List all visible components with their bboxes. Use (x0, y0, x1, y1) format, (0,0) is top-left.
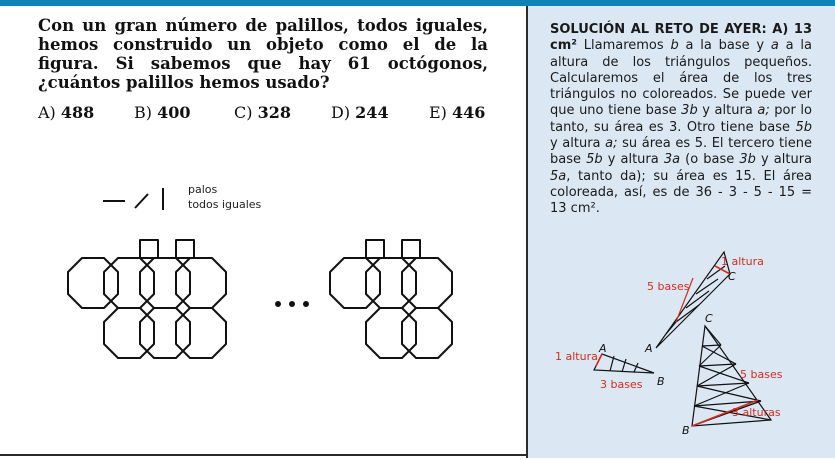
var-3a: 3a (663, 152, 681, 168)
option-d: D) 244 (331, 103, 389, 122)
solution-text-1: Llamaremos (583, 38, 671, 54)
label-1-altura-2: 1 altura (555, 350, 598, 363)
label-a: A (645, 342, 653, 355)
option-b: B) 400 (134, 103, 191, 122)
sliver-triangle (656, 252, 730, 348)
solution-text-2: a la base y (678, 38, 771, 54)
sticks-icon (103, 184, 173, 214)
solution-text-5: por lo tanto, su área es 3. Otro tiene base (550, 103, 812, 135)
solution-text-9: (o base (680, 152, 740, 168)
var-a-2: a; (757, 103, 770, 119)
var-a: a (770, 38, 779, 54)
solution-text-6: y altura (550, 136, 606, 152)
bottom-rule (0, 454, 526, 456)
triangles-figure (526, 248, 835, 448)
var-a-3: a; (605, 136, 618, 152)
label-b-2: B (682, 424, 690, 437)
option-c: C) 328 (234, 103, 291, 122)
label-5-bases-2: 5 bases (740, 368, 783, 381)
solution-text-8: y altura (602, 152, 664, 168)
var-5b-2: 5b (586, 152, 603, 168)
var-3b: 3b (681, 103, 698, 119)
solution-text-7: su área es 5. El tercero tiene base (550, 136, 813, 168)
solution-text-3: a la altura de los triángulos pequeños. Calcularemos el área de los tres triángulos no coloreados. Se puede ver que uno tiene base (550, 38, 813, 119)
var-b: b (670, 38, 679, 54)
label-c: C (728, 270, 736, 283)
sticks-caption-line1: palos (188, 183, 218, 196)
problem-statement: Con un gran número de palillos, todos iguales, hemos construido un objeto como el de la figura. Si sabemos que hay 61 octógonos, ¿cuántos palillos hemos usado? (38, 16, 488, 92)
label-a-2: A (599, 342, 607, 355)
solution-text-4: y altura (697, 103, 758, 119)
label-3-alturas: 3 alturas (732, 406, 781, 419)
label-b: B (657, 375, 665, 388)
label-5-bases: 5 bases (647, 280, 690, 293)
option-e: E) 446 (429, 103, 486, 122)
var-3b-2: 3b (739, 152, 756, 168)
solution-text-11: , tanto da); su área es 15. El área coloreada, así, es de 36 - 3 - 5 - 15 = 13 cm². (550, 168, 812, 217)
var-5a: 5a (550, 168, 567, 184)
var-5b: 5b (795, 119, 812, 135)
solution-text-10: y altura (755, 152, 813, 168)
solution-heading: SOLUCIÓN AL RETO DE AYER: A) 13 cm² (550, 22, 812, 54)
label-1-altura: 1 altura (721, 255, 764, 268)
label-c-2: C (705, 312, 713, 325)
sticks-caption (188, 182, 261, 212)
label-3-bases: 3 bases (600, 378, 643, 391)
flat-triangle (594, 354, 654, 373)
solution-text (550, 22, 812, 218)
ellipsis (275, 301, 309, 307)
sticks-caption-line2: todos iguales (188, 198, 262, 211)
octagon-figure (60, 238, 510, 378)
option-a: A) 488 (38, 103, 95, 122)
